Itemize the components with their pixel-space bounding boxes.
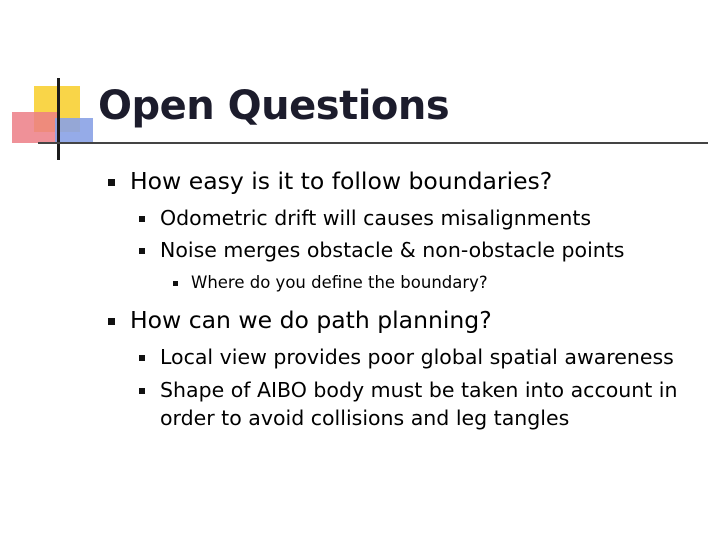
bullet-text: How easy is it to follow boundaries?: [130, 167, 553, 195]
bullet-noise-merges: [160, 240, 624, 261]
bullet-text-line-2: order to avoid collisions and leg tangles: [160, 405, 570, 430]
bullet-odometric-drift: [160, 208, 591, 229]
bullet-define-boundary: [191, 275, 488, 292]
decor-blue-square: [55, 118, 93, 144]
bullet-local-view: [160, 347, 674, 368]
title-underline: [38, 142, 708, 144]
bullet-square-icon: [139, 388, 145, 394]
bullet-text: Noise merges obstacle & non-obstacle points: [160, 238, 625, 262]
bullet-text: Local view provides poor global spatial awareness: [160, 345, 674, 369]
bullet-square-icon: [139, 355, 145, 361]
bullet-square-icon: [139, 248, 145, 254]
bullet-path-planning: [130, 306, 492, 334]
bullet-text-line-1: Shape of AIBO body must be taken into account in: [160, 378, 678, 402]
bullet-square-icon: [108, 318, 115, 325]
bullet-text: Odometric drift will causes misalignments: [160, 206, 592, 230]
bullet-text: How can we do path planning?: [130, 306, 492, 334]
bullet-aibo-body: [160, 380, 678, 428]
bullet-follow-boundaries: [130, 167, 553, 195]
bullet-square-icon: [139, 216, 145, 222]
decor-red-square: [12, 112, 57, 143]
bullet-square-icon: [173, 281, 178, 286]
bullet-square-icon: [108, 179, 115, 186]
decor-vertical-line: [57, 78, 60, 160]
slide-title: Open Questions: [98, 83, 450, 129]
bullet-text: Where do you define the boundary?: [191, 273, 488, 292]
